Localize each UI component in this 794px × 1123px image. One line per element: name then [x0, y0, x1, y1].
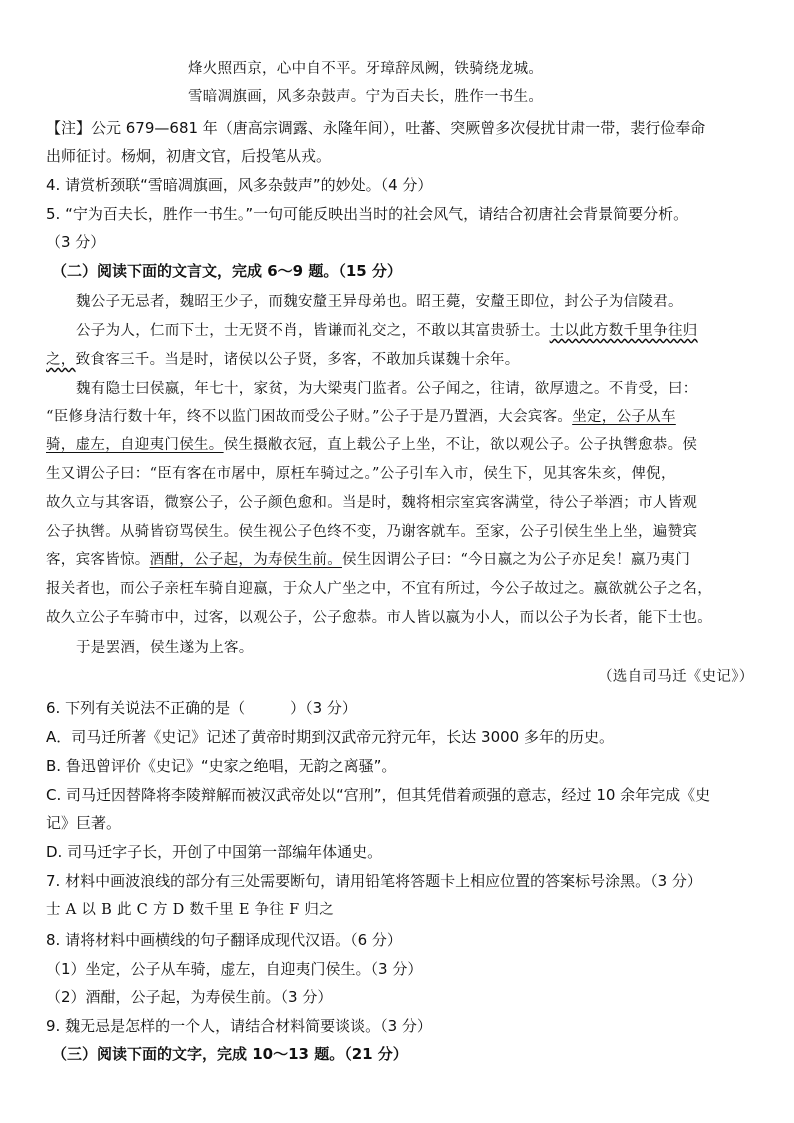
wavy-underlined-sentence-end: 之，: [46, 352, 76, 368]
question-9: 9. 魏无忌是怎样的一个人，请结合材料简要谈谈。（3 分）: [46, 1017, 432, 1035]
passage-text: 公子为人，仁而下士，士无贤不肖，皆谦而礼交之，不敢以其富贵骄士。: [76, 323, 550, 339]
passage-paragraph-1: 魏公子无忌者，魏昭王少子，而魏安釐王异母弟也。昭王薨，安釐王即位，封公子为信陵君。: [76, 294, 683, 310]
question-6-option-c-line-2: 记》巨著。: [46, 814, 122, 832]
note-line-2: 出师征讨。杨炯，初唐文官，后投笔从戎。: [46, 147, 332, 165]
passage-paragraph-3-line-1: 魏有隐士曰侯嬴，年七十，家贫，为大梁夷门监者。公子闻之，往请，欲厚遗之。不肯受，曰：: [76, 381, 698, 397]
passage-paragraph-3-line-3: [46, 434, 697, 456]
passage-text: 致食客三千。当是时，诸侯以公子贤，多客，不敢加兵谋魏十余年。: [75, 352, 520, 368]
question-5-line-2: （3 分）: [46, 233, 106, 251]
question-6-option-c-line-1: C. 司马迁因替降将李陵辩解而被汉武帝处以“宫刑”，但其凭借着顽强的意志，经过 10 余年完成《史: [46, 786, 711, 804]
question-8-sentence-1: （1）坐定，公子从车骑，虚左，自迎夷门侯生。（3 分）: [46, 960, 423, 978]
wavy-underlined-sentence: 士以此方数千里争往归: [549, 323, 698, 339]
passage-paragraph-3-line-4: 生又谓公子曰：“臣有客在市屠中，原枉车骑过之。”公子引车入市，侯生下，见其客朱亥，俾倪，: [46, 466, 676, 482]
poem-line-1: 烽火照西京，心中自不平。牙璋辞凤阙，铁骑绕龙城。: [188, 61, 544, 77]
section-3-title: （三）阅读下面的文字，完成 10～13 题。（21 分）: [52, 1045, 408, 1063]
question-6-option-a: A．司马迁所著《史记》记述了黄帝时期到汉武帝元狩元年，长达 3000 多年的历史。: [46, 728, 614, 746]
passage-paragraph-2-line-1: [76, 320, 698, 342]
passage-source: （选自司马迁《史记》）: [598, 669, 754, 685]
passage-paragraph-2-line-2: [46, 349, 520, 371]
passage-paragraph-3-line-8: 报关者也，而公子亲枉车骑自迎嬴，于众人广坐之中，不宜有所过，今公子故过之。嬴欲就公子之名，: [46, 581, 712, 597]
passage-paragraph-3-line-5: 故久立与其客语，微察公子，公子颜色愈和。当是时，魏将相宗室宾客满堂，待公子举酒；市人皆观: [46, 495, 698, 511]
note-line-1: 【注】公元 679—681 年（唐高宗调露、永隆年间），吐蕃、突厥曾多次侵扰甘肃一带，裴行俭奉命: [46, 119, 706, 137]
passage-paragraph-3-line-6: 公子执辔。从骑皆窃骂侯生。侯生视公子色终不变，乃谢客就车。至家，公子引侯生坐上坐，遍赞宾: [46, 524, 698, 540]
passage-text: 侯生摄敝衣冠，直上载公子上坐，不让，欲以观公子。公子执辔愈恭。侯: [223, 437, 698, 453]
question-6-option-d: D. 司马迁字子长，开创了中国第一部编年体通史。: [46, 843, 383, 861]
question-6-stem: 6. 下列有关说法不正确的是（ ）（3 分）: [46, 699, 357, 717]
poem-line-2: 雪暗凋旗画，风多杂鼓声。宁为百夫长，胜作一书生。: [188, 89, 544, 105]
passage-paragraph-3-line-2: [46, 406, 676, 428]
question-7-options: 士 A 以 B 此 C 方 D 数千里 E 争往 F 归之: [46, 902, 335, 918]
underlined-sentence-1: 坐定，公子从车: [572, 409, 676, 425]
passage-paragraph-3-line-9: 故久立公子车骑市中，过客，以观公子，公子愈恭。市人皆以嬴为小人，而以公子为长者，能下士也。: [46, 610, 712, 626]
passage-text: “臣修身洁行数十年，终不以监门困故而受公子财。”公子于是乃置酒，大会宾客。: [46, 409, 573, 425]
question-4: 4. 请赏析颈联“雪暗凋旗画，风多杂鼓声”的妙处。（4 分）: [46, 176, 433, 194]
underlined-sentence-2: 酒酣，公子起，为寿侯生前。: [149, 552, 343, 568]
question-7-stem: 7. 材料中画波浪线的部分有三处需要断句，请用铅笔将答题卡上相应位置的答案标号涂黑。（3 分）: [46, 872, 702, 890]
passage-paragraph-3-line-7: [46, 549, 690, 571]
passage-paragraph-4: 于是罢酒，侯生遂为上客。: [76, 640, 254, 656]
question-8-sentence-2: （2）酒酣，公子起，为寿侯生前。（3 分）: [46, 988, 333, 1006]
question-5-line-1: 5. “宁为百夫长，胜作一书生。”一句可能反映出当时的社会风气，请结合初唐社会背景简要分析。: [46, 205, 689, 223]
section-2-title: （二）阅读下面的文言文，完成 6～9 题。（15 分）: [52, 262, 402, 280]
underlined-sentence-1-end: 骑，虚左，自迎夷门侯生。: [46, 437, 224, 453]
passage-text: 客，宾客皆惊。: [46, 552, 150, 568]
passage-text: 侯生因谓公子曰：“今日嬴之为公子亦足矣！嬴乃夷门: [342, 552, 691, 568]
question-8-stem: 8. 请将材料中画横线的句子翻译成现代汉语。（6 分）: [46, 931, 402, 949]
question-6-option-b: B. 鲁迅曾评价《史记》“史家之绝唱，无韵之离骚”。: [46, 757, 397, 775]
